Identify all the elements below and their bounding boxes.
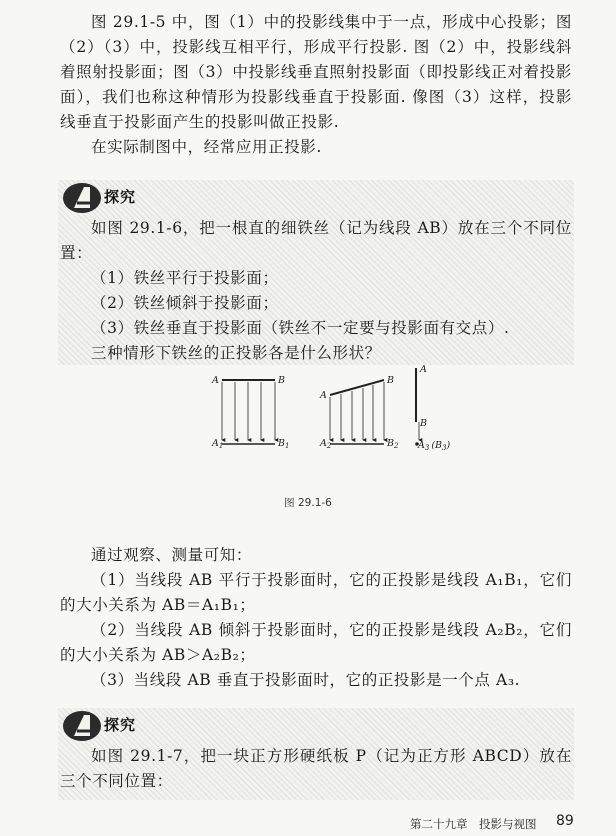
label-a: A	[420, 364, 427, 375]
label-b1: $B_1$	[278, 438, 290, 450]
paragraph-result2: （2）当线段 AB 倾斜于投影面时，它的正投影是线段 A₂B₂，它们的大小关系为 AB＞A₂B₂；	[60, 621, 572, 664]
paragraph-practice: 在实际制图中，经常应用正投影.	[91, 138, 322, 156]
label-a1: $A_1$	[212, 438, 224, 450]
explore-title-2: 探究	[104, 716, 137, 734]
case-parallel	[211, 375, 289, 450]
label-b2: $B_2$	[387, 438, 399, 450]
label-b: B	[420, 418, 427, 429]
paragraph-result3: （3）当线段 AB 垂直于投影面时，它的正投影是一个点 A₃.	[91, 671, 521, 689]
explore-title-1: 探究	[104, 188, 137, 206]
segment-ab-2	[330, 380, 384, 395]
explore2-intro: 如图 29.1-7，把一块正方形硬纸板 P（记为正方形 ABCD）放在三个不同位置：	[60, 747, 572, 790]
explore-badge-icon	[60, 709, 108, 743]
explore-badge-icon	[60, 181, 108, 215]
paragraph-intro: 图 29.1-5 中，图（1）中的投影线集中于一点，形成中心投影；图（2）（3）中，投影线互相平行，形成平行投影. 图（2）中，投影线斜着照射投影面；图（3）中投影线垂直照射投影面（即投影线正对着投影面），我们也称这种情形为投影线垂直于投影面. 像图（3）这样，投影线垂直于投影面产生的投影叫做正投影.	[60, 13, 572, 131]
case-oblique	[319, 375, 399, 450]
footer-chapter: 第二十九章 投影与视图	[410, 817, 537, 831]
case-perpendicular	[415, 364, 450, 452]
paragraph-result1: （1）当线段 AB 平行于投影面时，它的正投影是线段 A₁B₁，它们的大小关系为 AB＝A₁B₁；	[60, 571, 572, 614]
label-b: B	[387, 375, 394, 386]
label-a: A	[320, 390, 327, 401]
label-a: A	[212, 375, 219, 386]
label-b: B	[278, 375, 285, 386]
explore1-item3: （3）铁丝垂直于投影面（铁丝不一定要与投影面有交点）.	[91, 319, 510, 337]
label-a2: $A_2$	[320, 438, 332, 450]
paragraph-observe: 通过观察、测量可知：	[91, 546, 253, 564]
explore1-item1: （1）铁丝平行于投影面；	[91, 269, 279, 287]
figure-projection-diagram	[200, 360, 480, 460]
label-a3-b3: $A_3$ $(B_3)$	[418, 440, 451, 452]
figure-caption: 图 29.1-6	[284, 497, 332, 509]
explore1-intro: 如图 29.1-6，把一根直的细铁丝（记为线段 AB）放在三个不同位置：	[60, 219, 572, 262]
page-number: 89	[556, 813, 574, 829]
explore1-question: 三种情形下铁丝的正投影各是什么形状？	[91, 344, 381, 362]
explore1-item2: （2）铁丝倾斜于投影面；	[91, 294, 279, 312]
